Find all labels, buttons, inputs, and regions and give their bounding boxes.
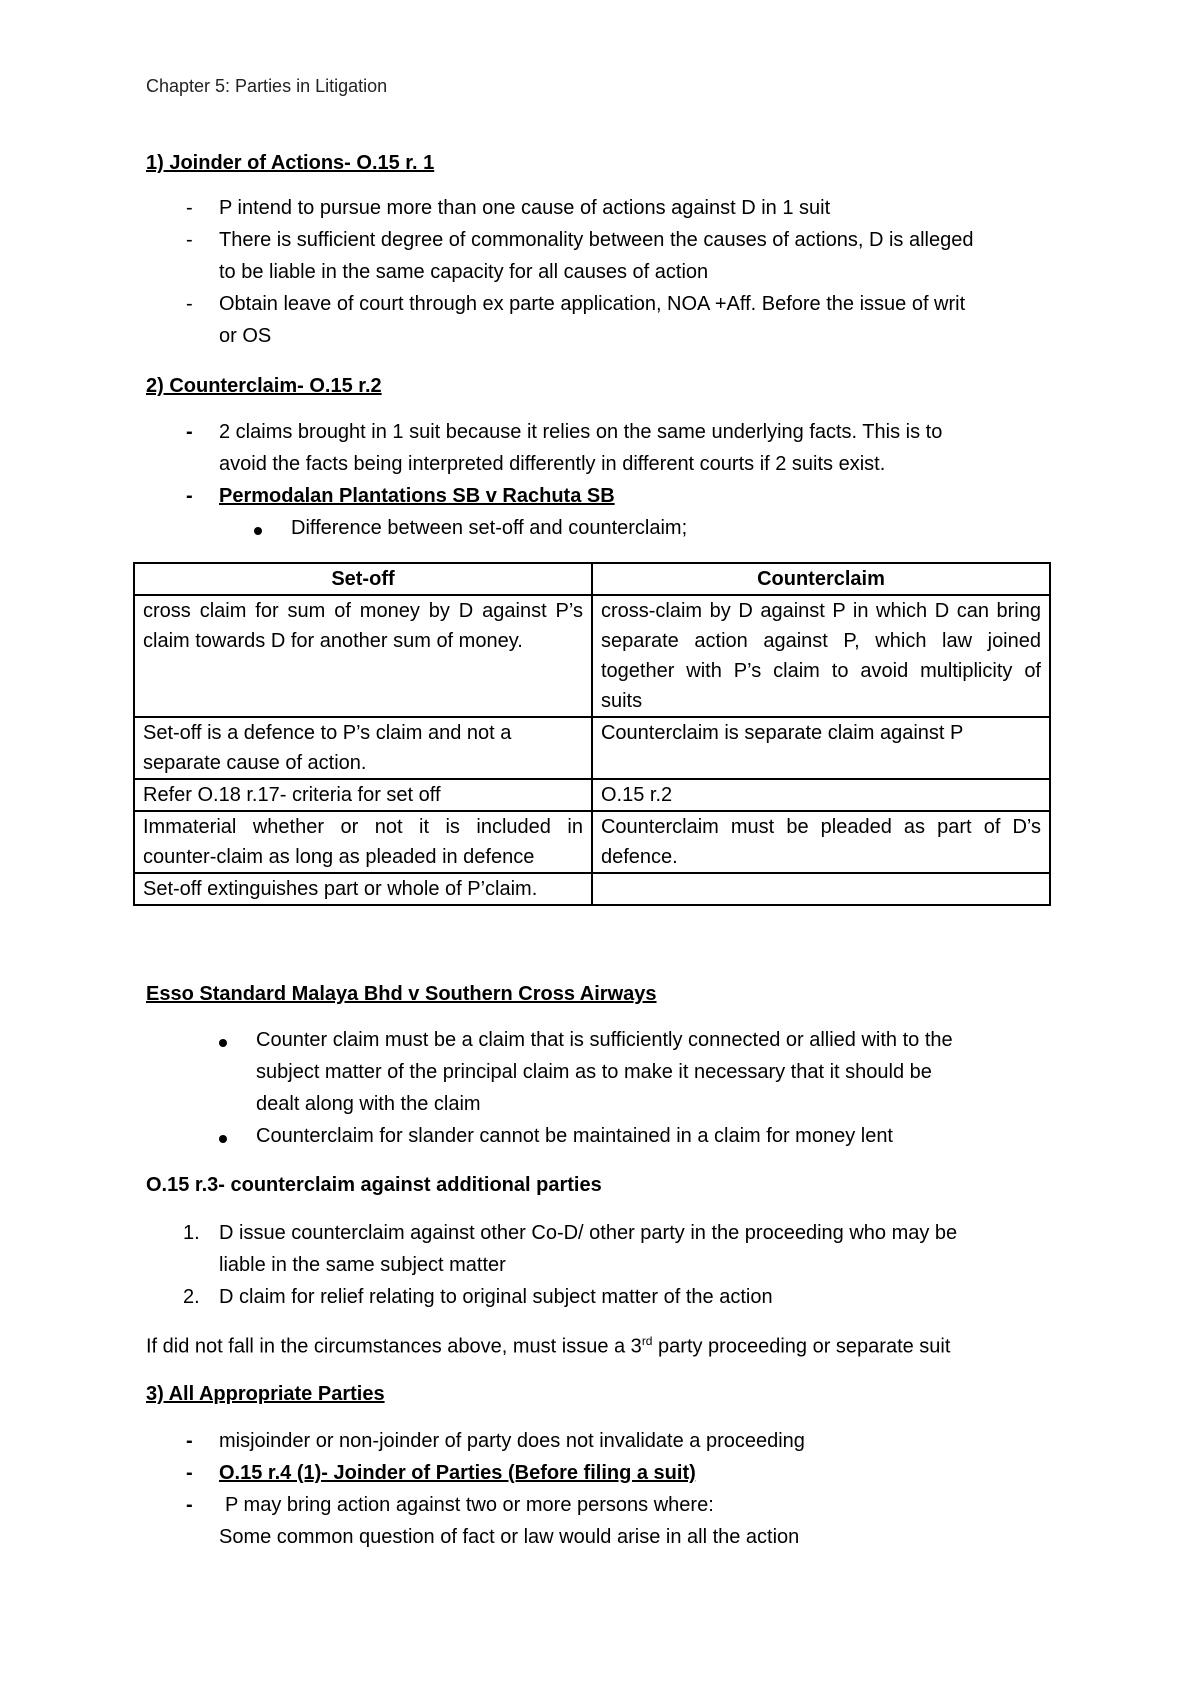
case-permodalan: Permodalan Plantations SB v Rachuta SB: [219, 485, 615, 507]
s1-bullet-1: P intend to pursue more than one cause of actions against D in 1 suit: [219, 197, 831, 219]
table-cell: Immaterial whether or not it is included in counter-claim as long as pleaded in defence: [134, 811, 592, 873]
table-row: [134, 595, 1050, 717]
s1-bullet-2-line-2: to be liable in the same capacity for all causes of action: [219, 261, 709, 283]
r3-note-sup: rd: [641, 1334, 653, 1348]
table-cell: Set-off extinguishes part or whole of P’claim.: [134, 873, 592, 905]
table-cell: Refer O.18 r.17- criteria for set off: [134, 779, 592, 811]
table-cell: Counterclaim is separate claim against P: [592, 717, 1050, 779]
setoff-counterclaim-table: [133, 562, 1051, 906]
r3-item-2: D claim for relief relating to original subject matter of the action: [219, 1286, 773, 1308]
esso-bullet-1-line-2: subject matter of the principal claim as to make it necessary that it should be: [256, 1061, 932, 1083]
dash-bullet: -: [186, 1430, 193, 1452]
bullet-dot: [254, 527, 262, 535]
r3-heading: O.15 r.3- counterclaim against additional parties: [146, 1174, 602, 1196]
r3-item-1-line-2: liable in the same subject matter: [219, 1254, 506, 1276]
page-header: Chapter 5: Parties in Litigation: [146, 76, 388, 96]
s2-bullet-1-line-2: avoid the facts being interpreted differently in different courts if 2 suits exist.: [219, 453, 886, 475]
dash-bullet: -: [186, 421, 193, 443]
s3-bullet-3-line-2: Some common question of fact or law would arise in all the action: [219, 1526, 800, 1548]
r3-item-1-line-1: D issue counterclaim against other Co-D/ other party in the proceeding who may be: [219, 1222, 958, 1244]
table-row: [134, 779, 1050, 811]
section-3-heading: 3) All Appropriate Parties: [146, 1383, 385, 1405]
dash-bullet: -: [186, 485, 193, 507]
dash-bullet: -: [186, 293, 193, 315]
table-cell: O.15 r.2: [592, 779, 1050, 811]
s2-sub-bullet: Difference between set-off and counterclaim;: [291, 517, 688, 539]
table-cell: cross-claim by D against P in which D can bring separate action against P, which law joined together with P’s claim to avoid multiplicity of suits: [592, 595, 1050, 717]
table-row: [134, 717, 1050, 779]
r3-note-pre: If did not fall in the circumstances above, must issue a 3: [146, 1335, 642, 1358]
s3-bullet-2: O.15 r.4 (1)- Joinder of Parties (Before filing a suit): [219, 1462, 696, 1484]
table-row: [134, 811, 1050, 873]
r3-note-post: party proceeding or separate suit: [652, 1335, 951, 1358]
s3-bullet-1: misjoinder or non-joinder of party does not invalidate a proceeding: [219, 1430, 805, 1452]
s1-bullet-2-line-1: There is sufficient degree of commonality between the causes of actions, D is alleged: [219, 229, 974, 251]
esso-bullet-1-line-3: dealt along with the claim: [256, 1093, 481, 1115]
section-2-heading: 2) Counterclaim- O.15 r.2: [146, 375, 382, 397]
r3-note: [146, 1334, 950, 1359]
table-cell: cross claim for sum of money by D against P’s claim towards D for another sum of money.: [134, 595, 592, 717]
s2-bullet-1-line-1: 2 claims brought in 1 suit because it relies on the same underlying facts. This is to: [219, 421, 943, 443]
section-1-heading: 1) Joinder of Actions- O.15 r. 1: [146, 152, 435, 174]
table-row: [134, 873, 1050, 905]
dash-bullet: -: [186, 1494, 193, 1516]
dash-bullet: -: [186, 229, 193, 251]
case-esso-heading: Esso Standard Malaya Bhd v Southern Cross Airways: [146, 983, 657, 1005]
table-cell: [592, 873, 1050, 905]
esso-bullet-2: Counterclaim for slander cannot be maintained in a claim for money lent: [256, 1125, 893, 1147]
table-header-setoff: Set-off: [134, 563, 592, 595]
bullet-dot: [219, 1135, 227, 1143]
list-number: 1.: [183, 1222, 200, 1244]
table-cell: Set-off is a defence to P’s claim and not a separate cause of action.: [134, 717, 592, 779]
s1-bullet-3-line-1: Obtain leave of court through ex parte application, NOA +Aff. Before the issue of writ: [219, 293, 966, 315]
s3-bullet-3-line-1: P may bring action against two or more persons where:: [225, 1494, 714, 1516]
table-cell: Counterclaim must be pleaded as part of D’s defence.: [592, 811, 1050, 873]
list-number: 2.: [183, 1286, 200, 1308]
bullet-dot: [219, 1039, 227, 1047]
dash-bullet: -: [186, 1462, 193, 1484]
s1-bullet-3-line-2: or OS: [219, 325, 272, 347]
dash-bullet: -: [186, 197, 193, 219]
esso-bullet-1-line-1: Counter claim must be a claim that is sufficiently connected or allied with to the: [256, 1029, 953, 1051]
table-header-counterclaim: Counterclaim: [592, 563, 1050, 595]
table-header-row: [134, 563, 1050, 595]
